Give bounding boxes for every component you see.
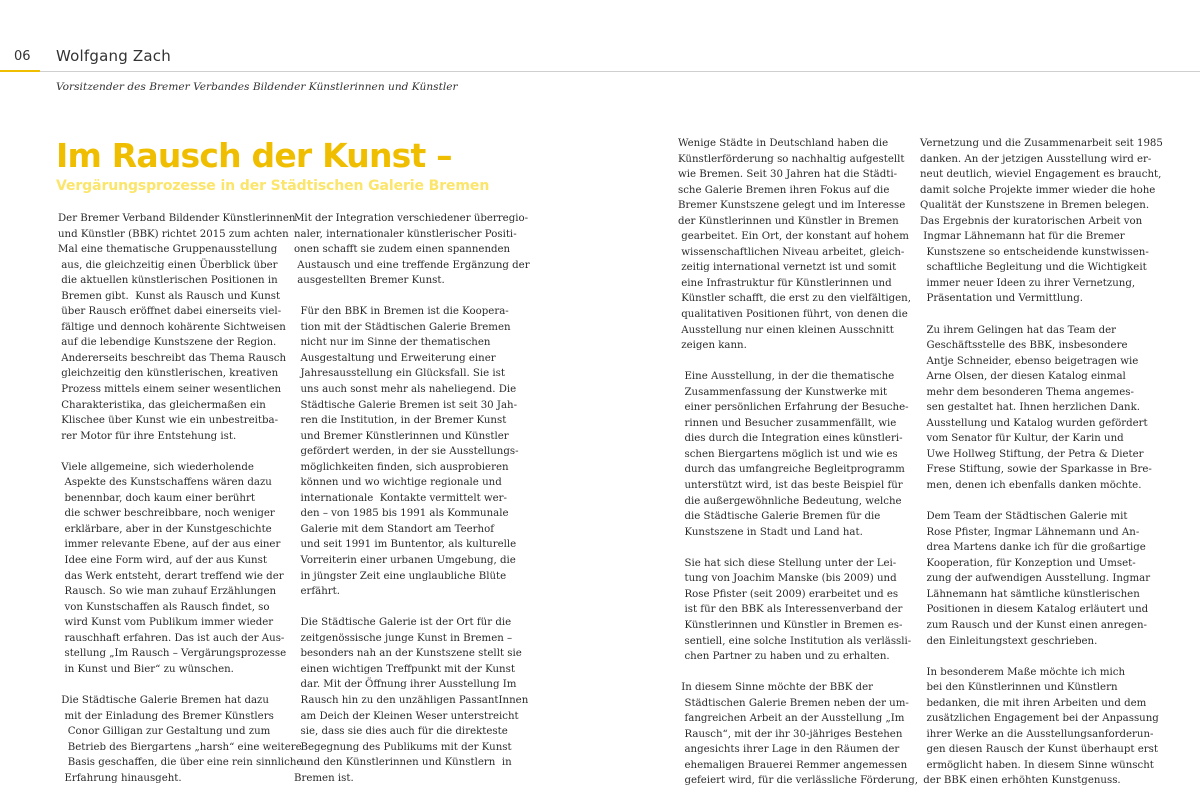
article-subtitle: Vergärungsprozesse in der Städtischen Galerie Bremen: [56, 178, 490, 194]
article-title: Im Rausch der Kunst –: [56, 136, 452, 175]
paragraph: Der Bremer Verband Bildender Künstlerinnen und Künstler (BBK) richtet 2015 zum achten Mal eine thematische Gruppenausstellung aus, die gleichzeitig einen Überblick über die aktuellen künstlerischen Positionen in Bremen gibt. Kunst als Rausch und Kunst über Rausch eröffnet dabei einerseits viel- fältige und dennoch kohärente Sichtweisen auf die lebendige Kunstszene der Region. Andererseits beschreibt das Thema Rausch gleichzeitig den künstlerischen, kreativen Prozess mittels einem seiner wesentlichen Charakteristika, das gleichermaßen ein Klischee über Kunst wie ein unbestreitba- rer Motor für ihre Entstehung ist.: [58, 213, 296, 442]
paragraph: In besonderem Maße möchte ich mich bei den Künstlerinnen und Künstlern bedanken, die mit ihren Arbeiten und dem zusätzlichen Engagement bei der Anpassung ihrer Werke an die Ausstellungsanforderun- gen diesen Rausch der Kunst überhaupt erst ermöglicht haben. In diesem Sinne wünscht der BBK einen erhöhten Kunstgenuss.: [923, 666, 1159, 787]
paragraph: In diesem Sinne möchte der BBK der Städtischen Galerie Bremen neben der um- fangreichen Arbeit an der Ausstellung „Im Rausch“, mit der ihr 30-jähriges Bestehen angesichts ihrer Lage in den Räumen der ehemaligen Brauerei Remmer angemessen gefeiert wird, für die verlässliche Förderung,: [681, 682, 918, 787]
page-number: 06: [14, 49, 31, 64]
text-column-2: [294, 211, 530, 786]
paragraph: Die Städtische Galerie ist der Ort für die zeitgenössische junge Kunst in Bremen – besonders nah an der Kunstszene stellt sie einen wichtigen Treffpunkt mit der Kunst dar. Mit der Öffnung ihrer Ausstellung Im Rausch hin zu den unzähligen PassantInnen am Deich der Kleinen Weser unterstreicht sie, dass sie dies auch für die direkteste Begegnung des Publikums mit der Kunst und den Künstlerinnen und Künstlern in Bremen ist.: [294, 617, 529, 784]
text-column-4: [920, 136, 1163, 789]
header-accent-rule: [0, 70, 40, 72]
paragraph: Die Städtische Galerie Bremen hat dazu mit der Einladung des Bremer Künstlers Conor Gilligan zur Gestaltung und zum Betrieb des Biergartens „harsh“ eine weitere Basis geschaffen, die über eine rein sinnliche Erfahrung hinausgeht.: [61, 694, 303, 784]
paragraph: Wenige Städte in Deutschland haben die Künstlerförderung so nachhaltig aufgestellt wie Bremen. Seit 30 Jahren hat die Städti- sche Galerie Bremen ihren Fokus auf die Bremer Kunstszene gelegt und im Interesse der Künstlerinnen und Künstler in Bremen gearbeitet. Ein Ort, der konstant auf hohem wissenschaftlichen Niveau arbeitet, gleich- zeitig international vernetzt ist und somit eine Infrastruktur für Künstlerinnen und Künstler schafft, die erst zu den vielfältigen, qualitativen Positionen führt, von denen die Ausstellung nur einen kleinen Ausschnitt zeigen kann.: [678, 138, 911, 352]
paragraph: Für den BBK in Bremen ist die Koopera- tion mit der Städtischen Galerie Bremen nicht nur im Sinne der thematischen Ausgestaltung und Erweiterung einer Jahresausstellung ein Glücksfall. Sie ist uns auch sonst mehr als naheliegend. Die Städtische Galerie Bremen ist seit 30 Jah- ren die Institution, in der Bremer Kunst und Bremer Künstlerinnen und Künstler gefördert werden, in der sie Ausstellungs- möglichkeiten finden, sich ausprobieren können und wo wichtige regionale und internationale Kontakte vermittelt wer- den – von 1985 bis 1991 als Kommunale Galerie mit dem Standort am Teerhof und seit 1991 im Buntentor, als kulturelle Vorreiterin einer urbanen Umgebung, die in jüngster Zeit eine unglaubliche Blüte erfährt.: [300, 306, 519, 598]
header-rule: [40, 71, 1200, 72]
author-name: Wolfgang Zach: [56, 47, 171, 65]
paragraph: Sie hat sich diese Stellung unter der Lei- tung von Joachim Manske (bis 2009) und Rose Pfister (seit 2009) erarbeitet und es ist für den BBK als Interessenverband der Künstlerinnen und Künstler in Bremen es- sentiell, eine solche Institution als verlässli- chen Partner zu haben und zu erhalten.: [684, 557, 912, 663]
paragraph: Mit der Integration verschiedener überregio- naler, internationaler künstlerischer Positi- onen schafft sie zudem einen spannenden Austausch und eine treffende Ergänzung der ausgestellten Bremer Kunst.: [294, 213, 530, 287]
author-role: Vorsitzender des Bremer Verbandes Bildender Künstlerinnen und Künstler: [56, 81, 458, 93]
paragraph: Viele allgemeine, sich wiederholende Aspekte des Kunstschaffens wären dazu benennbar, doch kaum einer berührt die schwer beschreibbare, noch weniger erklärbare, aber in der Kunstgeschichte immer relevante Ebene, auf der aus einer Idee eine Form wird, auf der aus Kunst das Werk entsteht, derart treffend wie der Rausch. So wie man zuhauf Erzählungen von Kunstschaffen als Rausch findet, so wird Kunst vom Publikum immer wieder rauschhaft erfahren. Das ist auch der Aus- stellung „Im Rausch – Vergärungsprozesse in Kunst und Bier“ zu wünschen.: [61, 461, 287, 675]
paragraph: Zu ihrem Gelingen hat das Team der Geschäftsstelle des BBK, insbesondere Antje Schneider, ebenso beigetragen wie Arne Olsen, der diesen Katalog einmal mehr dem besonderen Thema angemes- sen gestaltet hat. Ihnen herzlichen Dank. Ausstellung und Katalog wurden gefördert vom Senator für Kultur, der Karin und Uwe Hollweg Stiftung, der Petra & Dieter Frese Stiftung, sowie der Sparkasse in Bre- men, denen ich ebenfalls danken möchte.: [926, 324, 1152, 492]
paragraph: Dem Team der Städtischen Galerie mit Rose Pfister, Ingmar Lähnemann und An- drea Martens danke ich für die großartige Kooperation, für Konzeption und Umset- zung der aufwendigen Ausstellung. Ingmar Lähnemann hat sämtliche künstlerischen Positionen in diesem Katalog erläutert und zum Rausch und der Kunst einen anregen- den Einleitungstext geschrieben.: [926, 511, 1151, 647]
text-column-1: [58, 211, 303, 786]
paragraph: Vernetzung und die Zusammenarbeit seit 1985 danken. An der jetzigen Ausstellung wird er- neut deutlich, wieviel Engagement es braucht, damit solche Projekte immer wieder die hohe Qualität der Kunstszene in Bremen belegen. Das Ergebnis der kuratorischen Arbeit von Ingmar Lähnemann hat für die Bremer Kunstszene so entscheidende kunstwissen- schaftliche Begleitung und die Wichtigkeit immer neuer Ideen zu ihrer Vernetzung, Präsentation und Vermittlung.: [920, 138, 1163, 305]
text-column-3: [678, 136, 918, 789]
paragraph: Eine Ausstellung, in der die thematische Zusammenfassung der Kunstwerke mit einer persönlichen Erfahrung der Besuche- rinnen und Besucher zusammenfällt, wie dies durch die Integration eines künstleri- schen Biergartens möglich ist und wie es durch das umfangreiche Begleitprogramm unterstützt wird, ist das beste Beispiel für die außergewöhnliche Bedeutung, welche die Städtische Galerie Bremen für die Kunstszene in Stadt und Land hat.: [684, 371, 909, 538]
